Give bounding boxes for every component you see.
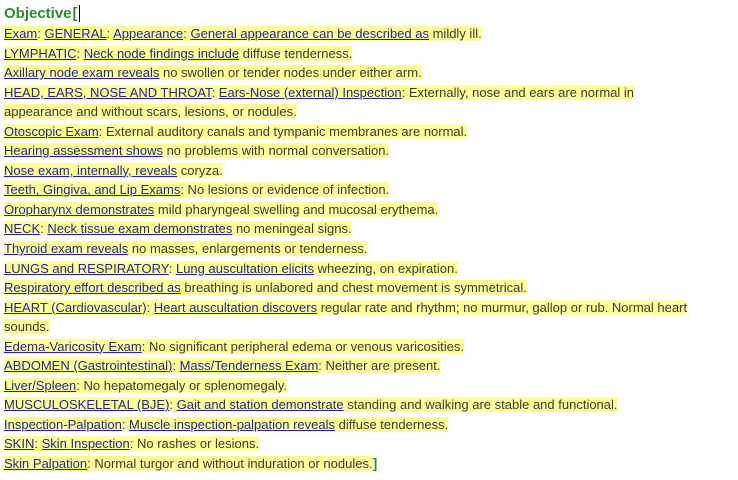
smart-link[interactable]: Thyroid exam reveals bbox=[4, 241, 129, 257]
highlighted-text bbox=[4, 65, 422, 80]
finding-text: : bbox=[172, 358, 180, 374]
finding-text: : No hepatomegaly or splenomegaly. bbox=[76, 377, 288, 393]
smart-link[interactable]: HEAD, EARS, NOSE AND THROAT bbox=[4, 84, 212, 100]
finding-line bbox=[4, 259, 738, 279]
finding-text: no swollen or tender nodes under either arm. bbox=[159, 65, 422, 81]
smart-link[interactable]: Axillary node exam reveals bbox=[4, 65, 160, 81]
finding-text: no meningeal signs. bbox=[232, 221, 352, 237]
finding-line bbox=[4, 24, 738, 44]
finding-text: : No significant peripheral edema or venous varicosities. bbox=[141, 338, 465, 354]
highlighted-text bbox=[4, 143, 389, 158]
smart-link[interactable]: Skin Palpation bbox=[4, 456, 88, 472]
smart-link[interactable]: General appearance can be described as bbox=[190, 26, 429, 41]
finding-line bbox=[4, 376, 738, 396]
highlighted-text bbox=[4, 300, 687, 335]
highlighted-text bbox=[4, 417, 448, 432]
finding-text: : No rashes or lesions. bbox=[129, 436, 260, 452]
smart-link[interactable]: GENERAL bbox=[44, 26, 107, 41]
smart-link[interactable]: Appearance bbox=[113, 26, 184, 41]
highlighted-text bbox=[4, 261, 458, 276]
finding-line bbox=[4, 454, 738, 474]
smart-link[interactable]: Ears-Nose (external) Inspection bbox=[218, 84, 402, 100]
finding-text: : bbox=[76, 45, 84, 61]
smart-link[interactable]: Otoscopic Exam bbox=[4, 123, 99, 139]
smart-link[interactable]: Mass/Tenderness Exam bbox=[179, 358, 319, 374]
finding-text: mild pharyngeal swelling and mucosal erythema. bbox=[154, 201, 439, 217]
finding-text: : Normal turgor and without induration or nodules. bbox=[87, 456, 373, 472]
smart-link[interactable]: ABDOMEN (Gastrointestinal) bbox=[4, 358, 173, 374]
highlighted-text bbox=[4, 163, 223, 178]
highlighted-text bbox=[4, 241, 367, 256]
finding-line bbox=[4, 278, 738, 298]
highlighted-text bbox=[4, 26, 482, 41]
finding-text: no problems with normal conversation. bbox=[162, 143, 390, 159]
finding-line bbox=[4, 44, 738, 64]
finding-line bbox=[4, 415, 738, 435]
finding-text: : bbox=[37, 26, 45, 41]
highlighted-text bbox=[4, 182, 389, 197]
findings-list bbox=[4, 24, 738, 474]
finding-line bbox=[4, 141, 738, 161]
finding-text: : Neither are present. bbox=[318, 358, 441, 374]
smart-link[interactable]: SKIN bbox=[4, 436, 35, 452]
highlighted-text bbox=[4, 456, 373, 471]
finding-text: diffuse tenderness. bbox=[335, 416, 449, 432]
smart-link[interactable]: Hearing assessment shows bbox=[4, 143, 163, 159]
finding-text: mildly ill. bbox=[428, 26, 482, 41]
text-cursor bbox=[79, 5, 80, 22]
smart-link[interactable]: Exam bbox=[4, 26, 38, 41]
close-bracket: ] bbox=[372, 455, 378, 472]
smart-link[interactable]: MUSCULOSKELETAL (BJE) bbox=[4, 397, 170, 413]
finding-text: coryza. bbox=[177, 162, 223, 178]
smart-link[interactable]: Nose exam, internally, reveals bbox=[4, 162, 178, 178]
finding-line bbox=[4, 63, 738, 83]
finding-line bbox=[4, 434, 738, 454]
highlighted-text bbox=[4, 397, 618, 412]
finding-text: : bbox=[211, 84, 219, 100]
finding-text: : Externally, nose and ears are normal in appearance and without scars, lesions, or nodules. bbox=[4, 84, 635, 120]
smart-link[interactable]: Lung auscultation elicits bbox=[175, 260, 314, 276]
finding-text: : bbox=[169, 397, 177, 413]
finding-line bbox=[4, 180, 738, 200]
section-heading: Objective bbox=[4, 5, 72, 22]
finding-line bbox=[4, 356, 738, 376]
finding-text: standing and walking are stable and functional. bbox=[343, 397, 618, 413]
finding-text: no masses, enlargements or tenderness. bbox=[128, 241, 368, 257]
highlighted-text bbox=[4, 339, 464, 354]
highlighted-text bbox=[4, 358, 440, 373]
finding-text: : No lesions or evidence of infection. bbox=[180, 182, 390, 198]
open-bracket: [ bbox=[72, 5, 78, 22]
smart-link[interactable]: Teeth, Gingiva, and Lip Exams bbox=[4, 182, 181, 198]
finding-text: : bbox=[40, 221, 48, 237]
highlighted-text bbox=[4, 46, 352, 61]
smart-link[interactable]: Muscle inspection-palpation reveals bbox=[129, 416, 335, 432]
smart-link[interactable]: LUNGS and RESPIRATORY bbox=[4, 260, 169, 276]
smart-link[interactable]: LYMPHATIC bbox=[4, 45, 77, 61]
smart-link[interactable]: Oropharynx demonstrates bbox=[4, 201, 155, 217]
smart-link[interactable]: Heart auscultation discovers bbox=[153, 299, 318, 315]
smart-link[interactable]: Gait and station demonstrate bbox=[176, 397, 344, 413]
finding-line bbox=[4, 239, 738, 259]
finding-text: : bbox=[121, 416, 130, 432]
highlighted-text bbox=[4, 124, 467, 139]
highlighted-text bbox=[4, 202, 438, 217]
smart-link[interactable]: Edema-Varicosity Exam bbox=[4, 338, 142, 354]
finding-text: wheezing, on expiration. bbox=[314, 260, 458, 276]
finding-line bbox=[4, 200, 738, 220]
finding-text: : bbox=[168, 260, 176, 276]
finding-text: : bbox=[106, 26, 114, 41]
smart-link[interactable]: Skin Inspection bbox=[41, 436, 130, 452]
highlighted-text bbox=[4, 221, 352, 236]
finding-text: : bbox=[34, 436, 42, 452]
finding-text: : bbox=[183, 26, 191, 41]
finding-text: diffuse tenderness. bbox=[239, 45, 353, 61]
finding-line bbox=[4, 337, 738, 357]
smart-link[interactable]: NECK bbox=[4, 221, 41, 237]
heading-line bbox=[4, 3, 738, 24]
finding-line bbox=[4, 83, 704, 122]
smart-link[interactable]: Respiratory effort described as bbox=[4, 280, 181, 296]
finding-line bbox=[4, 161, 738, 181]
finding-text: : External auditory canals and tympanic membranes are normal. bbox=[98, 123, 468, 139]
finding-text: : bbox=[146, 299, 154, 315]
finding-line bbox=[4, 298, 704, 337]
highlighted-text bbox=[4, 280, 527, 295]
highlighted-text bbox=[4, 85, 634, 120]
smart-link[interactable]: Neck node findings include bbox=[83, 45, 240, 61]
smart-link[interactable]: HEART (Cardiovascular) bbox=[4, 299, 147, 315]
finding-line bbox=[4, 395, 738, 415]
finding-text: breathing is unlabored and chest movement is symmetrical. bbox=[180, 280, 527, 296]
smart-link[interactable]: Neck tissue exam demonstrates bbox=[47, 221, 233, 237]
finding-line bbox=[4, 122, 738, 142]
highlighted-text bbox=[4, 436, 259, 451]
finding-line bbox=[4, 219, 738, 239]
finding-text: regular rate and rhythm; no murmur, gallop or rub. Normal heart sounds. bbox=[4, 299, 688, 335]
smart-link[interactable]: Liver/Spleen bbox=[4, 377, 77, 393]
smart-link[interactable]: Inspection-Palpation bbox=[4, 416, 122, 432]
highlighted-text bbox=[4, 378, 287, 393]
